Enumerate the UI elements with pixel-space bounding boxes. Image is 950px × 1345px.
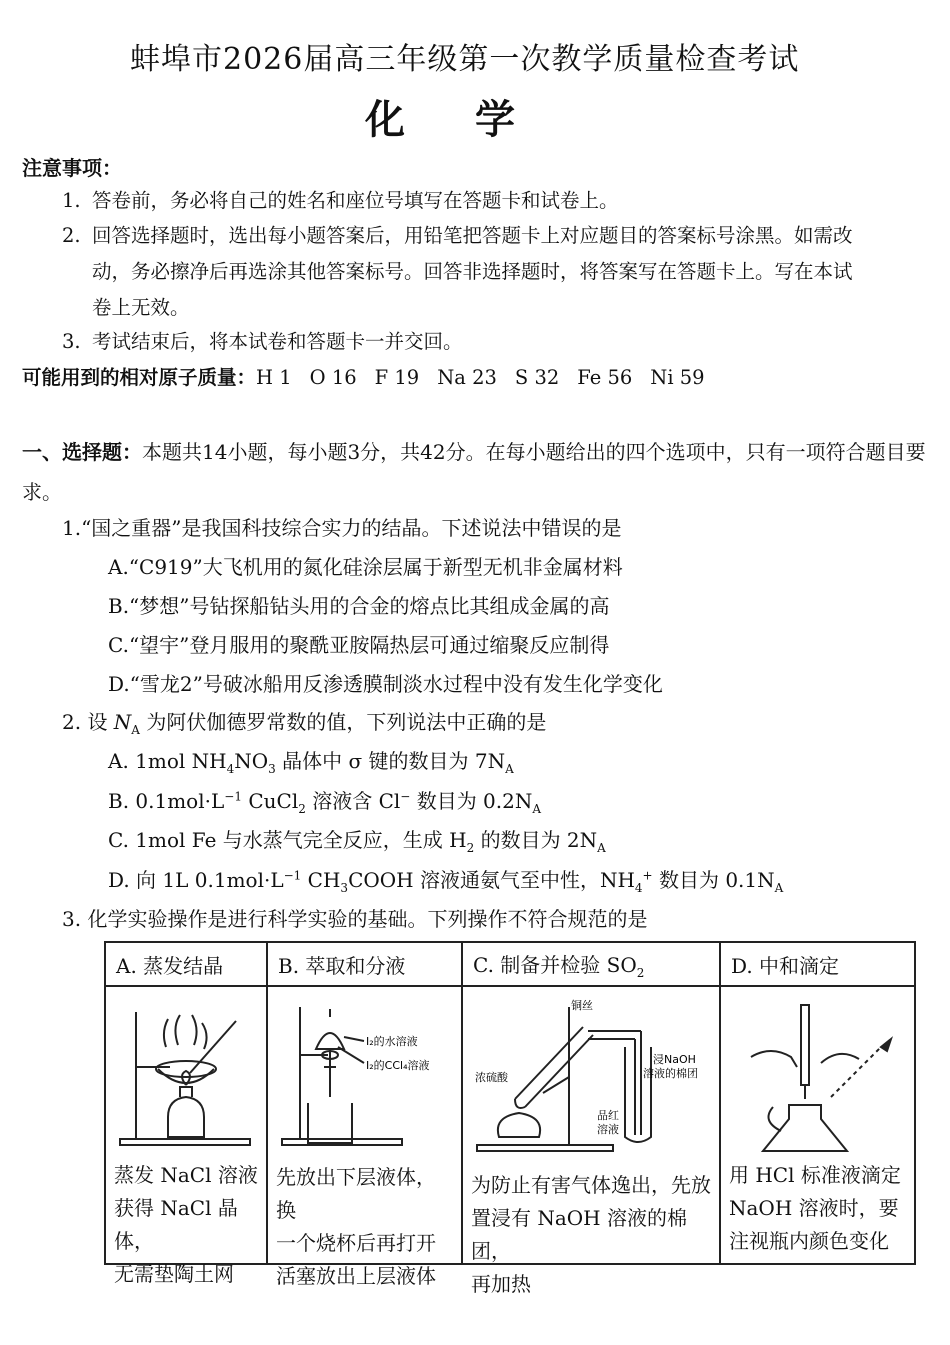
notice-item-2 [62,218,853,326]
caption-c-line3: 再加热 [471,1272,531,1296]
q1-option-b: B.“梦想”号钻探船钻头用的合金的熔点比其组成金属的高 [108,594,610,618]
exam-title: 蚌埠市2026届高三年级第一次教学质量检查考试 [130,42,800,77]
label-b-top: I₂的水溶液 [366,1035,418,1048]
q2-na: N [113,710,132,734]
t: A [774,881,784,895]
t: 晶体中 σ 键的数目为 7N [275,749,506,773]
q1-option-c: C.“望宇”登月服用的聚酰亚胺隔热层可通过缩聚反应制得 [108,633,610,657]
t: + [642,868,653,883]
section-desc: 本题共14小题，每小题3分，共42分。在每小题给出的四个选项中，只有一项符合题目要求。 [22,440,926,504]
header-a: A. 蒸发结晶 [105,942,267,986]
notice-text-cont: 动，务必擦净后再选涂其他答案标号。回答非选择题时，将答案写在答题卡上。写在本试 [92,260,853,283]
t: 数目为 0.1N [652,868,775,892]
mass-h: H 1 [256,366,292,389]
label-c-cotton1: 浸NaOH [653,1053,696,1066]
caption-a-line1: 蒸发 NaCl 溶液 [114,1163,258,1187]
caption-d-line2: NaOH 溶液时，要 [729,1196,899,1220]
q2-stem [62,706,546,737]
t: −1 [224,789,242,804]
caption-b-line3: 活塞放出上层液体 [276,1264,436,1288]
header-c-text: C. 制备并检验 SO [473,952,637,977]
caption-a-line2: 获得 NaCl 晶体， [114,1196,238,1253]
q1-option-d: D.“雪龙2”号破冰船用反渗透膜制淡水过程中没有发生化学变化 [108,672,663,696]
cell-b [267,986,462,1288]
section-title: 一、选择题： [22,440,142,464]
t: 3 [340,881,349,895]
caption-b-line2: 一个烧杯后再打开 [276,1231,436,1255]
label-c-wire: 铜丝 [571,999,593,1012]
titration-icon [721,987,916,1157]
q3-stem: 3. 化学实验操作是进行科学实验的基础。下列操作不符合规范的是 [62,907,648,931]
mass-fe: Fe 56 [577,366,633,389]
subject-title: 化学 [365,97,585,143]
notice-item-1 [62,183,619,219]
t: COOH 溶液通氨气至中性，NH [348,868,635,892]
q2-option-d [108,864,783,895]
notice-text: 回答选择题时，选出每小题答案后，用铅笔把答题卡上对应题目的答案标号涂黑。如需改 [92,224,853,247]
header-b: B. 萃取和分液 [267,942,462,986]
mass-s: S 32 [514,366,560,389]
caption-c-line1: 为防止有害气体逸出，先放 [471,1173,711,1197]
t: 4 [226,762,235,776]
section-1-intro [22,432,932,512]
masses-label: 可能用到的相对原子质量： [22,366,257,389]
notice-text: 答卷前，务必将自己的姓名和座位号填写在答题卡和试卷上。 [92,189,619,212]
q3-operations-table [104,941,916,1296]
caption-a-line3: 无需垫陶土网 [114,1262,234,1286]
t: C. 1mol Fe 与水蒸气完全反应，生成 H [108,828,467,852]
q2-option-b [108,785,541,816]
t: D. 向 1L 0.1mol·L [108,868,284,892]
q1-option-a: A.“C919”大飞机用的氮化硅涂层属于新型无机非金属材料 [108,555,623,579]
t: 溶液含 Cl [305,789,401,813]
header-c [462,942,720,986]
label-c-red2: 溶液 [597,1123,619,1136]
t: A [597,841,606,855]
q2-stem-a: 2. 设 [62,710,114,734]
q1-stem: 1.“国之重器”是我国科技综合实力的结晶。下述说法中错误的是 [62,516,622,540]
t: A [505,762,514,776]
q2-stem-b: 为阿伏伽德罗常数的值，下列说法中正确的是 [139,710,547,734]
q2-option-c [108,824,606,855]
notice-text: 考试结束后，将本试卷和答题卡一并交回。 [92,330,463,353]
mass-o: O 16 [309,366,357,389]
header-d: D. 中和滴定 [720,942,915,986]
caption-d-line1: 用 HCl 标准液滴定 [729,1163,901,1187]
t: 2 [466,841,475,855]
notice-title: 注意事项： [22,156,122,180]
q2-na-sub: A [131,723,140,737]
t: −1 [283,868,302,883]
cell-a [105,986,267,1286]
t: A [532,802,542,816]
mass-ni: Ni 59 [650,366,705,389]
notice-text-cont: 卷上无效。 [92,296,190,319]
t: 4 [634,881,643,895]
t: CH [301,868,341,892]
q3-table-header [105,942,915,986]
t: B. 0.1mol·L [108,789,225,813]
notice-num: 1. [62,189,81,212]
caption-b-line1: 先放出下层液体，换 [276,1165,436,1222]
label-b-bottom: I₂的CCl₄溶液 [366,1059,430,1072]
cell-d [720,986,915,1264]
label-c-red1: 品红 [597,1109,619,1122]
notice-item-3 [62,324,463,360]
mass-na: Na 23 [437,366,497,389]
label-c-acid: 浓硫酸 [475,1071,508,1084]
caption-c-line2: 置浸有 NaOH 溶液的棉团， [471,1206,687,1263]
t: CuCl [241,789,299,813]
t: A. 1mol NH [108,749,227,773]
t: − [400,789,411,804]
t: 3 [268,762,276,776]
q3-table-body [105,986,915,1264]
t: 的数目为 2N [474,828,598,852]
t: 2 [298,802,306,816]
mass-f: F 19 [374,366,420,389]
caption-d-line3: 注视瓶内颜色变化 [729,1229,889,1253]
t: NO [234,749,269,773]
q2-option-a [108,745,514,776]
cell-c [462,986,720,1296]
header-c-sub: 2 [636,965,645,980]
notice-num: 3. [62,330,81,353]
t: 数目为 0.2N [410,789,533,813]
notice-num: 2. [62,224,81,247]
label-c-cotton2: 溶液的棉团 [643,1067,698,1080]
so2-apparatus-icon [463,987,721,1167]
separatory-funnel-icon [268,987,463,1157]
evaporation-apparatus-icon [106,987,266,1157]
atomic-masses [22,362,705,390]
